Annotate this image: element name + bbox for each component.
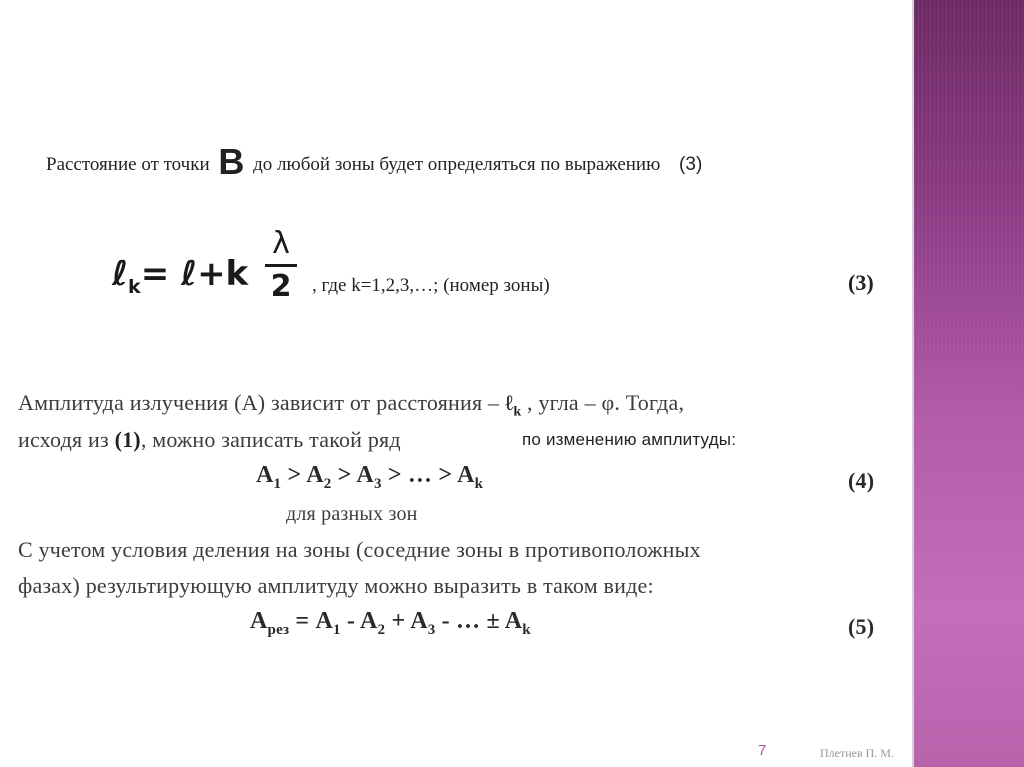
intro-text-after: до любой зоны будет определяться по выражению xyxy=(253,154,661,175)
paragraph-line-2-ref: (1) xyxy=(114,427,141,452)
paragraph-line-1-l: ℓ$_k$ xyxy=(504,390,522,420)
paragraph-line-1-text: Амплитуда излучения (А) зависит от расстояния – xyxy=(18,390,500,415)
equation-4-number: (4) xyxy=(848,468,875,493)
formula-3 xyxy=(112,226,302,318)
paragraph-line-4: фазах) результирующую амплитуду можно выразить в таком виде: xyxy=(18,573,654,598)
paragraph-line-2-suffix: , можно записать такой ряд xyxy=(140,427,401,452)
page-number: 7 xyxy=(758,742,767,759)
intro-eq-ref: (3) xyxy=(679,154,703,175)
formula-3-denominator: 2 xyxy=(270,269,292,304)
formula-3-main xyxy=(112,254,248,298)
formula-3-numerator: λ xyxy=(272,226,290,261)
sidebar-texture xyxy=(914,0,1024,767)
author-label: Плетнев П. М. xyxy=(820,746,894,760)
equation-5: $A_{рез} = A_1 - A_2 + A_3$ - … ± $A_k$ xyxy=(250,608,531,638)
decorative-sidebar xyxy=(912,0,1024,767)
formula-3-equals: = xyxy=(140,254,170,294)
equation-4: $A_1 > A_2 > A_3$ > … > $A_k$ xyxy=(256,462,484,492)
paragraph-line-1-rest: , угла – φ. Тогда, xyxy=(527,390,685,415)
paragraph-line-1 xyxy=(18,390,684,420)
intro-text-before: Расстояние от точки xyxy=(46,154,210,175)
fraction-bar xyxy=(265,264,297,267)
equation-5-number: (5) xyxy=(848,614,875,639)
paragraph-line-2-prefix: исходя из xyxy=(18,427,109,452)
formula-3-fraction xyxy=(265,226,297,305)
formula-3-where: , где k=1,2,3,…; (номер зоны) xyxy=(312,275,550,296)
equation-4-caption: для разных зон xyxy=(286,503,418,525)
intro-line xyxy=(46,137,703,182)
formula-3-number: (3) xyxy=(848,270,874,295)
paragraph-line-2 xyxy=(18,427,401,453)
formula-3-lhs-sub: k xyxy=(128,275,141,298)
point-label: B xyxy=(218,141,245,182)
paragraph-line-2-insert: по изменению амплитуды: xyxy=(522,430,737,449)
formula-3-lhs: ℓ xyxy=(112,254,129,294)
formula-3-rhs: ℓ+k xyxy=(181,254,249,294)
paragraph-line-3: С учетом условия деления на зоны (соседние зоны в противоположных xyxy=(18,537,701,562)
